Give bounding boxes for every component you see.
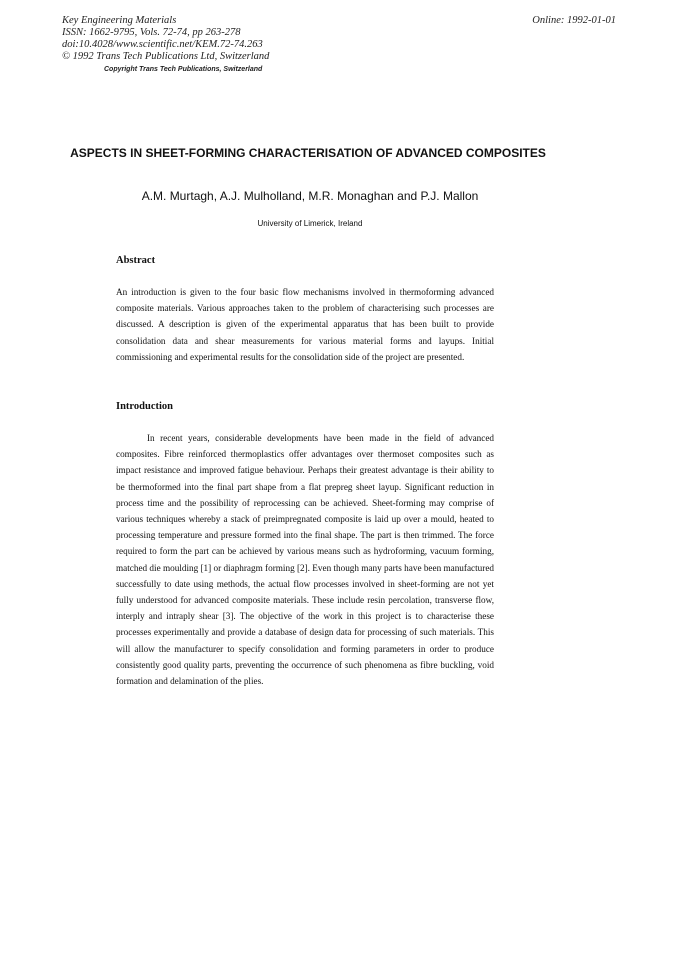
paper-title: ASPECTS IN SHEET-FORMING CHARACTERISATION OF ADVANCED COMPOSITES: [70, 146, 546, 160]
introduction-heading: Introduction: [116, 401, 173, 412]
online-date: Online: 1992-01-01: [532, 15, 616, 26]
issn-line: ISSN: 1662-9795, Vols. 72-74, pp 263-278: [62, 27, 241, 38]
abstract-heading: Abstract: [116, 255, 156, 266]
doi-line: doi:10.4028/www.scientific.net/KEM.72-74.263: [62, 39, 263, 50]
abstract-text: An introduction is given to the four basic flow mechanisms involved in thermoforming advanced composite materials. Various approaches taken to the problem of characterising such processes are discussed. A description is given of the experimental apparatus that has been built to provide consolidation data and shear measurements for various material forms and layups. Initial commissioning and experimental results for the consolidation side of the project are presented.: [116, 287, 494, 362]
introduction-text: In recent years, considerable developments have been made in the field of advanced composites. Fibre reinforced thermoplastics offer advantages over thermoset composites such as impact resistance and improved fatigue behaviour. Perhaps their greatest advantage is their ability to be thermoformed into the final part shape from a flat prepreg sheet layup. Significant reduction in process time and the possibility of reprocessing can be achieved. Sheet-forming may comprise of various techniques whereby a stack of preimpregnated composite is laid up over a mould, heated to processing temperature and pressure formed into the final shape. The part is then trimmed. The force required to form the part can be achieved by various means such as hydroforming, vacuum forming, matched die moulding [1] or diaphragm forming [2]. Even though many parts have been manufactured successfully to date using methods, the actual flow processes involved in sheet-forming are not yet fully understood for advanced composite materials. These include resin percolation, transverse flow, interply and intraply shear [3]. The objective of the work in this project is to characterise these processes experimentally and provide a database of design data for processing of such materials. This will allow the manufacturer to specify consolidation and forming parameters in order to produce consistently good quality parts, preventing the occurrence of such phenomena as fibre buckling, void formation and delamination of the plies.: [116, 433, 494, 687]
journal-name: Key Engineering Materials: [62, 15, 177, 26]
paper-authors: A.M. Murtagh, A.J. Mulholland, M.R. Monaghan and P.J. Mallon: [141, 189, 479, 203]
paper-affiliation: University of Limerick, Ireland: [257, 219, 363, 228]
publisher-line: © 1992 Trans Tech Publications Ltd, Switzerland: [62, 51, 270, 62]
copyright-line: Copyright Trans Tech Publications, Switzerland: [104, 66, 263, 73]
journal-header: [62, 15, 269, 76]
